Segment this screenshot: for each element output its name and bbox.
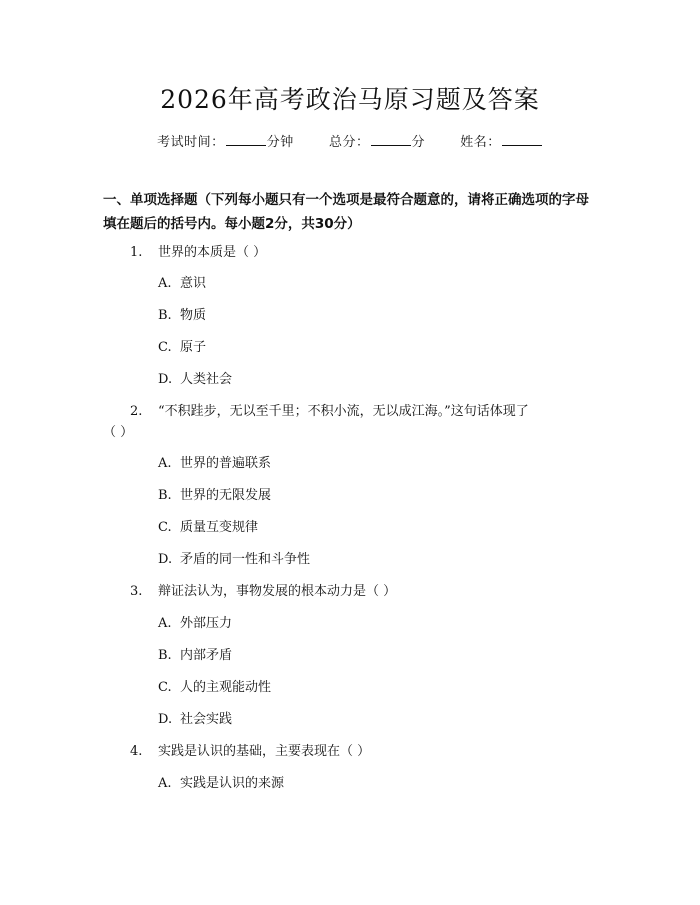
option-text: 人的主观能动性 — [180, 680, 272, 695]
option-text: 世界的无限发展 — [180, 488, 272, 503]
question-number: 4. — [130, 744, 143, 759]
option-letter: C. — [158, 680, 172, 695]
score-unit: 分 — [411, 135, 426, 150]
question-2 — [130, 402, 529, 422]
time-label: 考试时间： — [157, 135, 225, 150]
option-letter: D. — [158, 552, 173, 567]
option-letter: D. — [158, 372, 173, 387]
question-number: 3. — [130, 584, 143, 599]
option-text: 意识 — [180, 276, 207, 291]
exam-meta-line — [0, 131, 700, 150]
option-1c — [158, 338, 206, 358]
question-text-line1: “不积跬步，无以至千里；不积小流，无以成江海。”这句话体现了 — [158, 404, 529, 419]
option-text: 内部矛盾 — [180, 648, 233, 663]
option-text: 物质 — [180, 308, 207, 323]
name-label: 姓名： — [460, 135, 501, 150]
option-letter: D. — [158, 712, 173, 727]
question-text: 实践是认识的基础，主要表现在（ ） — [158, 744, 371, 759]
time-unit: 分钟 — [266, 135, 294, 150]
option-3d — [158, 710, 232, 730]
option-2c — [158, 518, 258, 538]
option-letter: C. — [158, 520, 172, 535]
section-heading: 一、单项选择题（下列每小题只有一个选项是最符合题意的，请将正确选项的字母填在题后的括号内。每小题2分，共30分） — [103, 192, 589, 232]
option-text: 人类社会 — [180, 372, 233, 387]
option-letter: B. — [158, 488, 172, 503]
question-1 — [130, 243, 266, 263]
score-label: 总分： — [328, 135, 370, 150]
question-number: 2. — [130, 404, 143, 419]
name-blank — [502, 134, 542, 146]
option-text: 质量互变规律 — [180, 520, 259, 535]
option-letter: A. — [158, 776, 172, 791]
option-2d — [158, 550, 310, 570]
option-letter: C. — [158, 340, 172, 355]
option-text: 实践是认识的来源 — [180, 776, 285, 791]
question-number: 1. — [130, 245, 143, 260]
question-4 — [130, 742, 370, 762]
option-2b — [158, 486, 271, 506]
option-letter: A. — [158, 276, 172, 291]
question-text: 世界的本质是（ ） — [158, 245, 267, 260]
question-text-line2: （ ） — [103, 425, 134, 440]
option-3c — [158, 678, 271, 698]
page-title: 2026年高考政治马原习题及答案 — [160, 85, 540, 114]
question-3 — [130, 582, 396, 602]
option-text: 矛盾的同一性和斗争性 — [180, 552, 311, 567]
option-1d — [158, 370, 232, 390]
option-letter: B. — [158, 648, 172, 663]
option-2a — [158, 454, 271, 474]
option-text: 世界的普遍联系 — [180, 456, 272, 471]
score-blank — [371, 134, 411, 146]
option-text: 原子 — [180, 340, 207, 355]
option-text: 外部压力 — [180, 616, 233, 631]
option-3a — [158, 614, 232, 634]
time-blank — [226, 134, 266, 146]
option-letter: A. — [158, 616, 172, 631]
option-4a — [158, 774, 284, 794]
option-3b — [158, 646, 232, 666]
option-1a — [158, 274, 206, 294]
question-2-continuation — [103, 423, 133, 443]
question-text: 辩证法认为，事物发展的根本动力是（ ） — [158, 584, 397, 599]
option-1b — [158, 306, 206, 326]
option-letter: B. — [158, 308, 172, 323]
option-letter: A. — [158, 456, 172, 471]
option-text: 社会实践 — [180, 712, 233, 727]
